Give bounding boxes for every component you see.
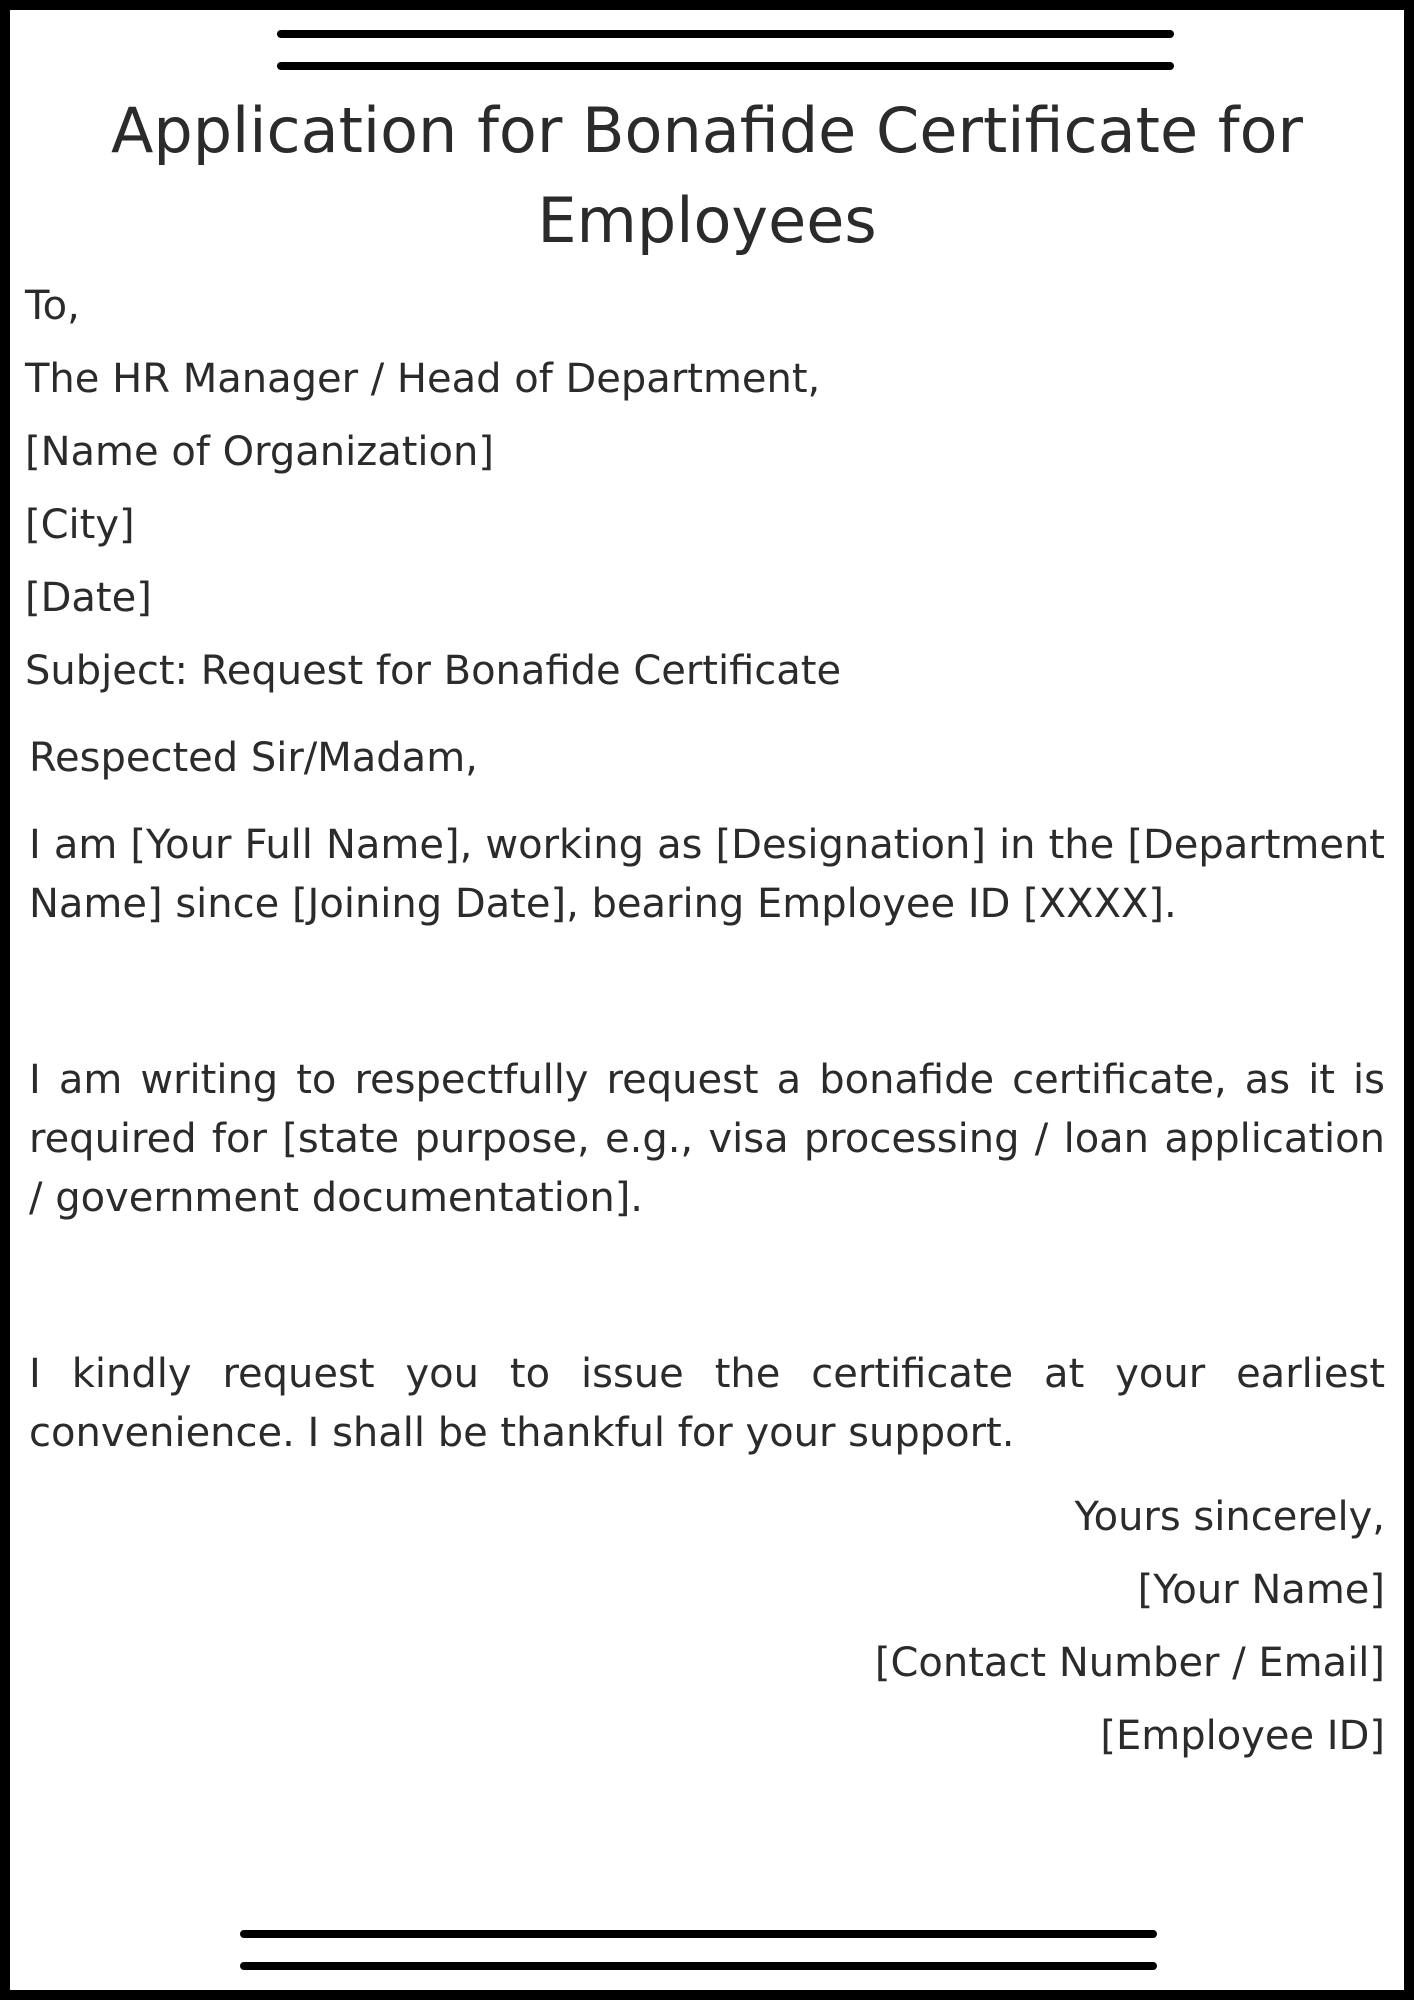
sign-off: Yours sincerely, bbox=[1074, 1494, 1385, 1540]
recipient-organization: [Name of Organization] bbox=[25, 429, 494, 475]
body-paragraph-introduction: I am [Your Full Name], working as [Designation] in the [Department Name] since [Joining Date], bearing Employee ID [XXXX]. bbox=[29, 822, 1385, 927]
bottom-decorative-line-2 bbox=[240, 1962, 1157, 1970]
bottom-decorative-line-1 bbox=[240, 1930, 1157, 1938]
recipient-designation: The HR Manager / Head of Department, bbox=[25, 356, 821, 402]
recipient-city: [City] bbox=[25, 502, 135, 548]
address-to: To, bbox=[25, 283, 80, 329]
body-paragraph-closing: I kindly request you to issue the certificate at your earliest convenience. I shall be thankful for your support. bbox=[29, 1351, 1385, 1456]
sender-contact: [Contact Number / Email] bbox=[874, 1640, 1385, 1686]
top-decorative-line-2 bbox=[277, 62, 1174, 70]
subject-line: Subject: Request for Bonafide Certificate bbox=[25, 648, 842, 694]
sender-employee-id: [Employee ID] bbox=[1100, 1713, 1385, 1759]
top-decorative-line-1 bbox=[277, 30, 1174, 38]
body-paragraph-request: I am writing to respectfully request a bonafide certificate, as it is required for [state purpose, e.g., visa processing / loan application / government documentation]. bbox=[29, 1057, 1385, 1221]
letter-date: [Date] bbox=[25, 575, 152, 621]
document-title: Application for Bonafide Certificate for Employees bbox=[110, 94, 1304, 257]
salutation: Respected Sir/Madam, bbox=[29, 735, 478, 781]
sender-name: [Your Name] bbox=[1137, 1567, 1385, 1613]
